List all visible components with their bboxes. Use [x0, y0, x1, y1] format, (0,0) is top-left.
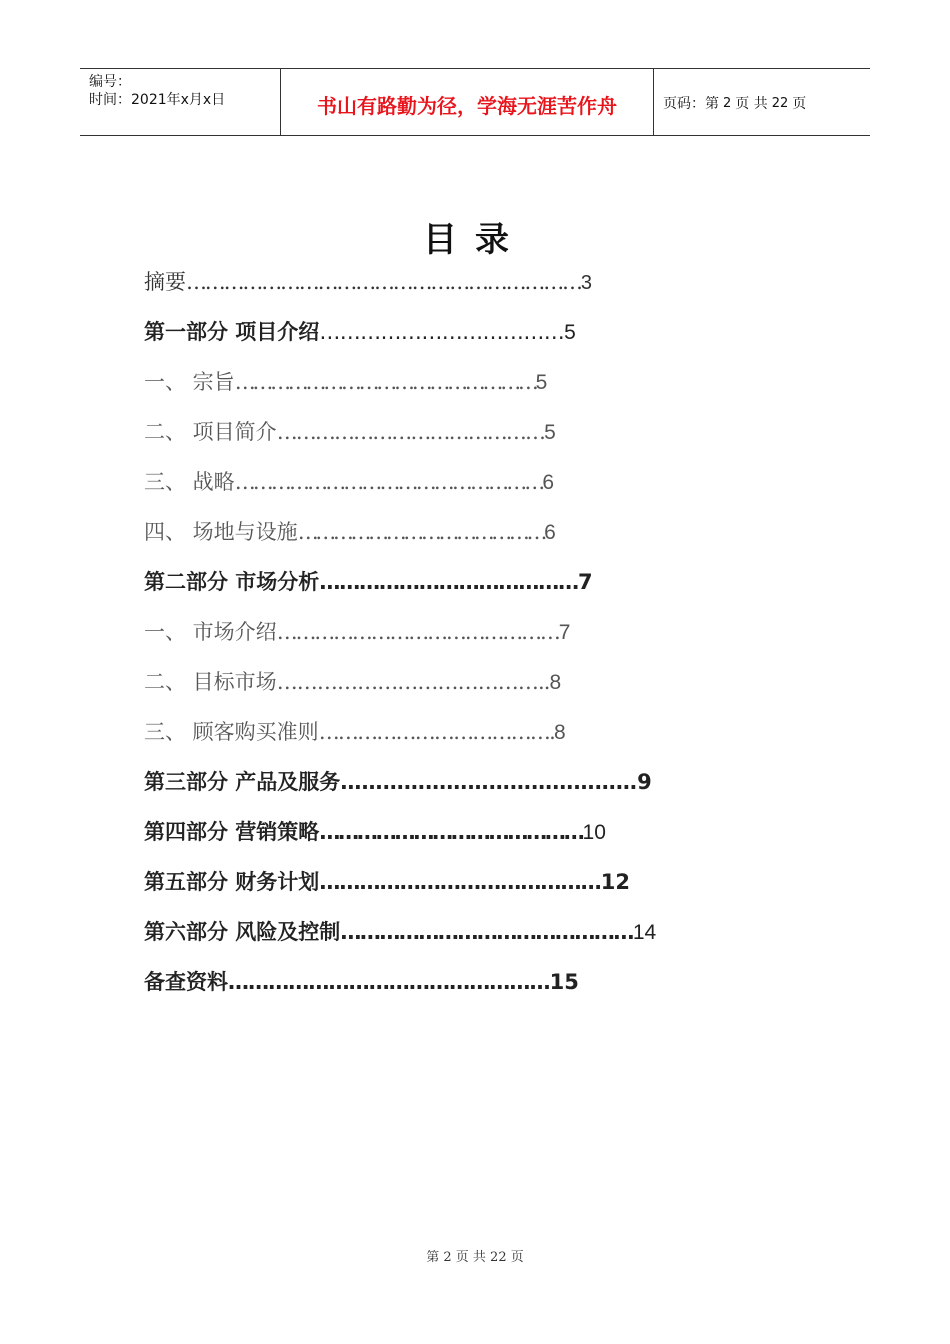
toc-label: 第二部分 市场分析	[144, 570, 320, 594]
toc-entry[interactable]	[144, 562, 593, 602]
toc-label: 第四部分 营销策略	[144, 820, 320, 844]
toc-page: 9	[637, 770, 652, 794]
toc-entry[interactable]	[144, 962, 579, 1002]
toc-entry[interactable]	[144, 862, 630, 902]
toc-entry[interactable]	[144, 412, 556, 452]
header-page-info	[654, 69, 870, 135]
toc-label: 第六部分 风险及控制	[144, 920, 341, 944]
toc-page: 15	[549, 970, 579, 994]
toc-page: 5	[544, 421, 556, 444]
toc-label: 第三部分 产品及服务	[144, 770, 341, 794]
document-header	[80, 68, 870, 136]
toc-leader: ……………………………………	[276, 420, 545, 444]
toc-label: 三、 顾客购买准则	[144, 720, 319, 744]
toc-leader: ……………………………………	[340, 770, 638, 794]
toc-page: 3	[580, 272, 592, 294]
toc-page: 7	[578, 570, 593, 594]
toc-page: 7	[558, 621, 571, 644]
toc-leader: ………………………………………	[276, 620, 559, 644]
toc-page: 8	[553, 721, 566, 744]
toc-page: 10	[582, 821, 606, 844]
toc-leader: ………………………………………	[340, 920, 633, 944]
header-meta	[80, 69, 281, 135]
toc-leader: ………………………………	[319, 320, 565, 344]
toc-label: 四、 场地与设施	[144, 520, 298, 544]
page-prefix: 页码：第	[663, 96, 719, 112]
toc-page: 12	[600, 870, 630, 894]
toc-label: 三、 战略	[144, 470, 235, 494]
toc-entry[interactable]	[144, 912, 656, 952]
header-motto: 书山有路勤为径，学海无涯苦作舟	[281, 69, 654, 135]
toc-page: 5	[564, 321, 576, 344]
toc-entry[interactable]	[144, 362, 547, 402]
toc-label: 二、 项目简介	[144, 420, 277, 444]
toc-leader: ……………………………………	[319, 870, 601, 894]
number-label: 编号：	[89, 74, 131, 90]
page-suffix: 页	[792, 96, 807, 112]
page-total: 22	[771, 95, 789, 111]
toc-leader: ………………………………………………………	[186, 270, 581, 294]
toc-entry[interactable]	[144, 312, 576, 352]
toc-leader: …………………………………..	[276, 670, 550, 694]
toc-entry[interactable]	[144, 462, 554, 502]
toc-page: 8	[549, 671, 562, 694]
toc-entry[interactable]	[144, 512, 556, 552]
toc-label: 一、 市场介绍	[144, 620, 277, 644]
toc-page: 6	[542, 471, 555, 494]
toc-page: 6	[544, 521, 556, 544]
toc-entry[interactable]	[144, 762, 652, 802]
toc-leader: ……………………………………………	[234, 370, 536, 394]
toc-label: 第五部分 财务计划	[144, 870, 320, 894]
toc-label: 第一部分 项目介绍	[144, 320, 320, 344]
toc-leader: …………………………………………	[228, 970, 550, 994]
toc-entry[interactable]	[144, 612, 570, 652]
toc-page: 5	[535, 371, 548, 394]
page-current: 2	[723, 95, 732, 111]
toc-entry[interactable]	[144, 712, 566, 752]
page-footer: 第 2 页 共 22 页	[426, 1250, 524, 1265]
toc-leader: ……………………………………………	[234, 470, 543, 494]
toc-leader: ……………………………………	[319, 820, 583, 844]
page-mid: 页 共	[735, 96, 768, 112]
toc-entry[interactable]	[144, 662, 561, 702]
toc-leader: ……………………………….	[318, 720, 554, 744]
toc-label: 备查资料	[144, 970, 228, 994]
toc-page: 14	[632, 921, 657, 944]
toc-leader: …………………………………	[319, 570, 579, 594]
toc-label: 一、 宗旨	[144, 370, 235, 394]
page-title: 目录	[423, 220, 527, 260]
toc-label: 摘要	[144, 270, 186, 294]
toc-entry[interactable]	[144, 812, 606, 852]
toc-leader: ……………………………………	[297, 520, 545, 544]
time-label: 时间：2021年x月x日	[89, 92, 226, 108]
toc-label: 二、 目标市场	[144, 670, 277, 694]
toc-entry[interactable]	[144, 262, 592, 302]
